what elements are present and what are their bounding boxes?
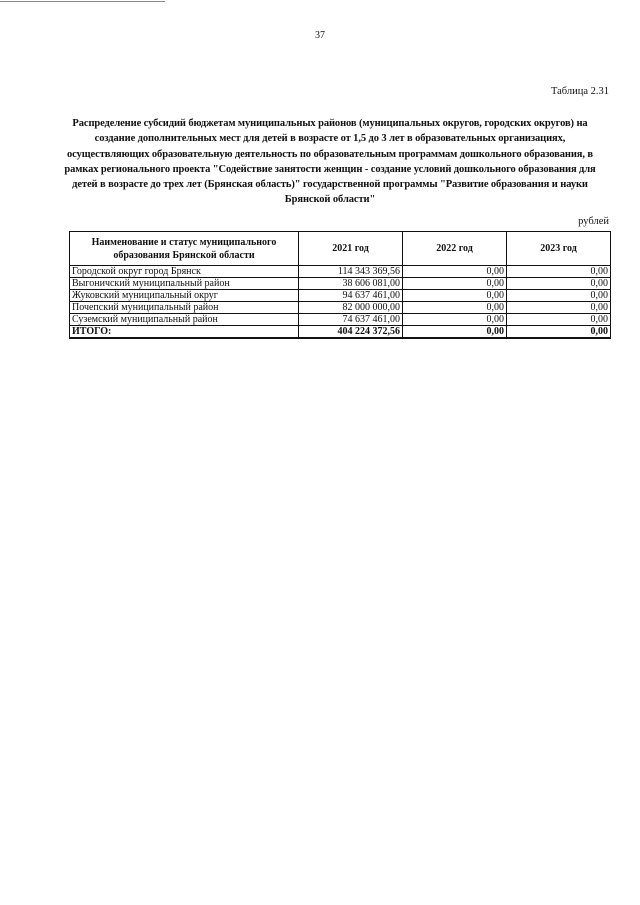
unit-label: рублей (578, 216, 609, 227)
row-2022: 0,00 (403, 278, 507, 290)
document-title: Распределение субсидий бюджетам муниципальных районов (муниципальных округов, городских округов) на создание дополнительных мест для детей в возрасте от 1,5 до 3 лет в образовательных организациях, осуществляющих образовательную деятельность по образовательным программам дошкольного образования, в рамках регионального проекта "Содействие занятости женщин - создание условий дошкольного образования для детей в возрасте до трех лет (Брянская область)" государственной программы "Развитие образования и науки Брянской области" (64, 118, 596, 206)
header-2021: 2021 год (299, 232, 403, 266)
row-2023: 0,00 (507, 278, 611, 290)
row-2021: 82 000 000,00 (299, 302, 403, 314)
table-header-row (70, 232, 611, 266)
table-row (70, 278, 611, 290)
total-label: ИТОГО: (70, 326, 299, 339)
row-name: Выгоничский муниципальный район (70, 278, 299, 290)
top-rule (0, 1, 165, 2)
row-name: Жуковский муниципальный округ (70, 290, 299, 302)
row-name: Суземский муниципальный район (70, 314, 299, 326)
row-2023: 0,00 (507, 314, 611, 326)
table-row (70, 314, 611, 326)
table-row (70, 290, 611, 302)
table-row (70, 266, 611, 278)
row-2021: 94 637 461,00 (299, 290, 403, 302)
row-2023: 0,00 (507, 266, 611, 278)
row-2022: 0,00 (403, 302, 507, 314)
page-number: 37 (315, 30, 325, 41)
subsidy-table (69, 231, 611, 339)
header-2023: 2023 год (507, 232, 611, 266)
total-row (70, 326, 611, 339)
row-2021: 114 343 369,56 (299, 266, 403, 278)
total-2022: 0,00 (403, 326, 507, 339)
row-2023: 0,00 (507, 302, 611, 314)
table-label: Таблица 2.31 (550, 86, 609, 97)
row-name: Почепский муниципальный район (70, 302, 299, 314)
row-2022: 0,00 (403, 314, 507, 326)
row-2021: 38 606 081,00 (299, 278, 403, 290)
row-2023: 0,00 (507, 290, 611, 302)
table-row (70, 302, 611, 314)
row-2021: 74 637 461,00 (299, 314, 403, 326)
header-2022: 2022 год (403, 232, 507, 266)
total-2023: 0,00 (507, 326, 611, 339)
header-municipality: Наименование и статус муниципального образования Брянской области (70, 232, 299, 266)
total-2021: 404 224 372,56 (299, 326, 403, 339)
row-2022: 0,00 (403, 266, 507, 278)
row-name: Городской округ город Брянск (70, 266, 299, 278)
row-2022: 0,00 (403, 290, 507, 302)
